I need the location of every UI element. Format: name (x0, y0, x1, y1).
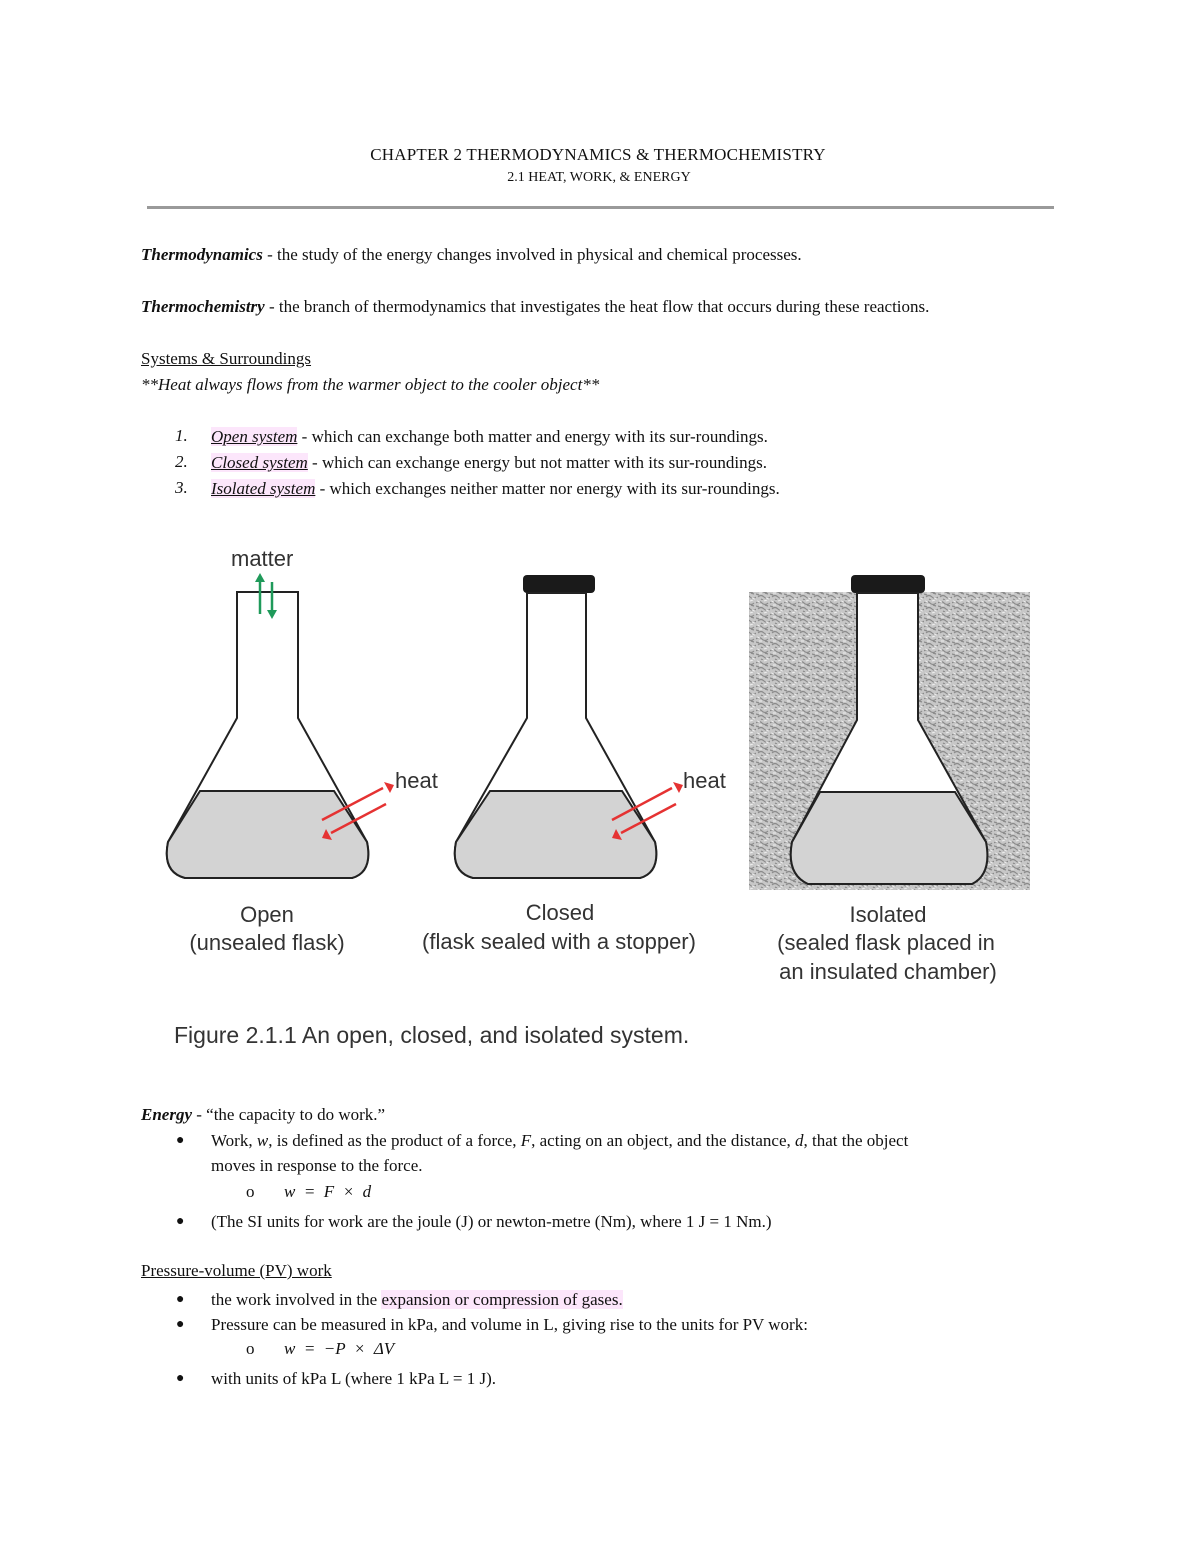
bullet-icon: ● (176, 1292, 185, 1307)
list-number: 3. (175, 478, 188, 497)
sub-bullet-icon: o (246, 1182, 255, 1201)
isolated-label: Isolated (849, 902, 927, 927)
highlighted-phrase: expansion or compression of gases. (381, 1290, 623, 1309)
liquid (167, 791, 369, 878)
work-definition-line2: moves in response to the force. (211, 1156, 423, 1175)
closed-label: Closed (525, 900, 595, 925)
open-system-term: Open system (211, 427, 298, 446)
systems-heading: Systems & Surroundings (141, 349, 312, 368)
pv-units-text: Pressure can be measured in kPa, and volume in L, giving rise to the units for PV work: (211, 1315, 808, 1334)
list-number: 1. (175, 426, 188, 445)
work-formula: w = F × d (284, 1182, 372, 1201)
bullet-icon: ● (176, 1133, 185, 1148)
closed-description: (flask sealed with a stopper) (422, 929, 696, 954)
work-definition: Work, w, is defined as the product of a force, F, acting on an object, and the distance, d, that the object (211, 1131, 909, 1150)
heat-flow-note: **Heat always flows from the warmer object to the cooler object** (141, 375, 600, 394)
thermodynamics-term: Thermodynamics (141, 245, 263, 264)
section-title: 2.1 HEAT, WORK, & ENERGY (507, 170, 691, 185)
heat-label-closed: heat (683, 768, 726, 793)
bullet-icon: ● (176, 1371, 185, 1386)
isolated-flask (749, 575, 1030, 890)
isolated-system-text: - which exchanges neither matter nor energy with its sur-roundings. (315, 479, 780, 498)
bullet-icon: ● (176, 1317, 185, 1332)
sub-bullet-icon: o (246, 1339, 255, 1358)
pv-units-note: with units of kPa L (where 1 kPa L = 1 J). (211, 1369, 497, 1388)
heat-label-open: heat (395, 768, 438, 793)
thermochemistry-term: Thermochemistry (141, 297, 265, 316)
chapter-title: CHAPTER 2 THERMODYNAMICS & THERMOCHEMISTRY (370, 145, 826, 164)
liquid (791, 792, 988, 884)
open-description: (unsealed flask) (189, 930, 345, 955)
closed-flask (455, 575, 683, 878)
open-system-text: - which can exchange both matter and energy with its sur-roundings. (297, 427, 768, 446)
isolated-system-term: Isolated system (211, 479, 316, 498)
figure-caption: Figure 2.1.1 An open, closed, and isolated system. (174, 1022, 690, 1048)
stopper (851, 575, 925, 593)
bullet-icon: ● (176, 1214, 185, 1229)
pv-work-formula: w = −P × ΔV (284, 1339, 395, 1358)
pv-work-definition: the work involved in the expansion or compression of gases. (211, 1290, 623, 1309)
liquid (455, 791, 657, 878)
thermochemistry-text: - the branch of thermodynamics that investigates the heat flow that occurs during these reactions. (264, 297, 930, 316)
list-number: 2. (175, 452, 188, 471)
energy-text: - “the capacity to do work.” (192, 1105, 386, 1124)
pv-work-heading: Pressure-volume (PV) work (141, 1261, 332, 1280)
closed-system-text: - which can exchange energy but not matter with its sur-roundings. (307, 453, 767, 472)
si-units-note: (The SI units for work are the joule (J) or newton-metre (Nm), where 1 J = 1 Nm.) (211, 1212, 772, 1231)
closed-system-term: Closed system (211, 453, 308, 472)
energy-term: Energy (141, 1105, 192, 1124)
open-label: Open (240, 902, 294, 927)
isolated-description-line2: an insulated chamber) (779, 959, 997, 984)
matter-label: matter (231, 546, 294, 571)
isolated-description-line1: (sealed flask placed in (777, 930, 995, 955)
stopper (523, 575, 595, 593)
open-flask (167, 573, 394, 878)
thermodynamics-text: - the study of the energy changes involved in physical and chemical processes. (262, 245, 802, 264)
energy-definition (141, 1104, 385, 1126)
